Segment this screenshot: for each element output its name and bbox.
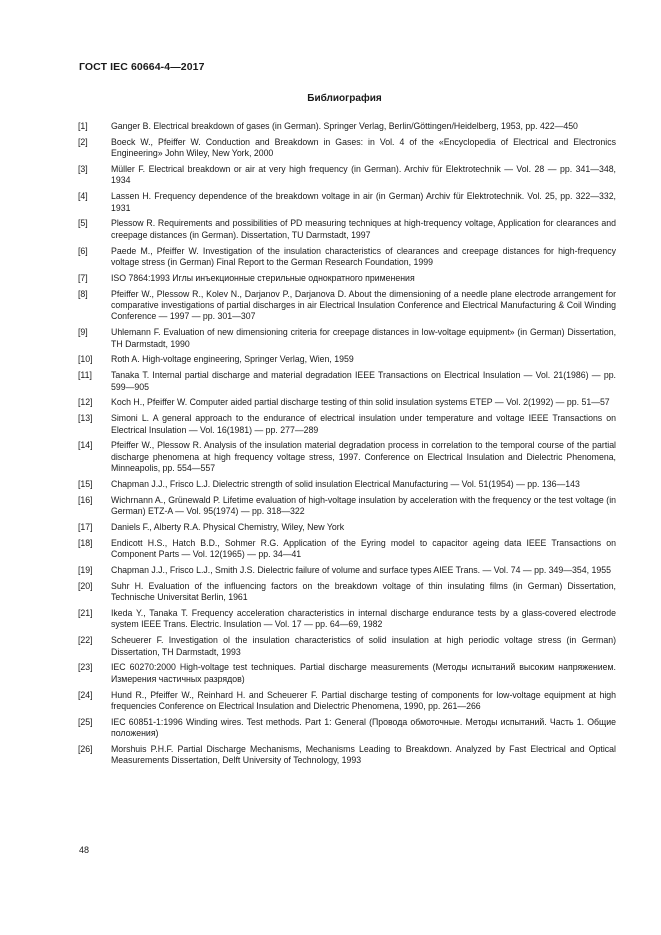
entry-text: Simoni L. A general approach to the endurance of electrical insulation under temperature and voltage IEEE Transactions on Electrical Insulation — Vol. 16(1981) — pp. 277—289 xyxy=(111,413,616,435)
entry-text: IEC 60851-1:1996 Winding wires. Test methods. Part 1: General (Провода обмоточные. Методы испытаний. Часть 1. Общие положения) xyxy=(111,716,616,739)
entry-text: Boeck W., Pfeiffer W. Conduction and Breakdown in Gases: in Vol. 4 of the «Encyclopedia of Electrical and Electronics Engineering» John Wiley, New York, 2000 xyxy=(111,136,616,159)
bibliography-entry xyxy=(78,327,616,350)
bibliography-entry xyxy=(78,218,616,241)
bibliography-entry xyxy=(78,565,616,576)
bibliography-list xyxy=(78,121,616,771)
entry-number: [13] xyxy=(78,413,93,424)
entry-text: Uhlemann F. Evaluation of new dimensioning criteria for creepage distances in low-voltage equipment» (in German) Dissertation, TH Darmstadt, 1990 xyxy=(111,327,616,349)
entry-number: [4] xyxy=(78,191,88,202)
entry-number: [18] xyxy=(78,537,93,548)
entry-text: Pfeiffer W., Plessow R. Analysis of the insulation material degradation process in correlation to the temporal course of the partial discharge phenomena at high frequency voltage stress, 1997. Conference on Electrical Insulation and Dielectric Phenomena, Minneapolis, pp. 554—557 xyxy=(111,440,616,474)
bibliography-entry xyxy=(78,538,616,561)
entry-number: [5] xyxy=(78,218,88,229)
bibliography-entry xyxy=(78,191,616,214)
section-title-text: Библиография xyxy=(307,93,382,104)
entry-number: [9] xyxy=(78,327,88,338)
entry-text: Lassen H. Frequency dependence of the breakdown voltage in air (in German) Archiv für Elektrotechnik. Vol. 25, pp. 322—332, 1931 xyxy=(111,191,616,213)
entry-text: Morshuis P.H.F. Partial Discharge Mechanisms, Mechanisms Leading to Breakdown. Analyzed by Fast Electrical and Optical Measurements Dissertation, Delft University of Technology, 1993 xyxy=(111,744,616,766)
entry-text: Chapman J.J., Frisco L.J., Smith J.S. Dielectric failure of volume and surface types AIEE Trans. — Vol. 74 — pp. 349—354, 1955 xyxy=(111,565,611,576)
bibliography-entry xyxy=(78,744,616,767)
entry-number: [21] xyxy=(78,608,93,619)
entry-number: [10] xyxy=(78,354,93,365)
entry-text: Tanaka T. Internal partial discharge and material degradation IEEE Transactions on Electrical Insulation — Vol. 21(1986) — pp. 599—905 xyxy=(111,370,616,392)
entry-number: [15] xyxy=(78,479,93,490)
entry-number: [23] xyxy=(78,662,93,673)
bibliography-entry xyxy=(78,354,616,365)
bibliography-entry xyxy=(78,690,616,713)
bibliography-entry xyxy=(78,413,616,436)
entry-number: [7] xyxy=(78,272,88,283)
entry-number: [6] xyxy=(78,245,88,256)
bibliography-entry xyxy=(78,479,616,490)
entry-text: Ganger B. Electrical breakdown of gases (in German). Springer Verlag, Berlin/Göttingen/Heidelberg, 1953, pp. 422—450 xyxy=(111,121,578,131)
bibliography-entry xyxy=(78,164,616,187)
entry-number: [16] xyxy=(78,494,93,505)
entry-text: Scheuerer F. Investigation ol the insulation characteristics of solid insulation at high periodic voltage stress (in German) Dissertation, TH Darmstadt, 1993 xyxy=(111,635,616,657)
entry-number: [25] xyxy=(78,716,93,727)
bibliography-entry xyxy=(78,121,616,132)
bibliography-entry xyxy=(78,522,616,533)
bibliography-entry xyxy=(78,137,616,160)
bibliography-entry xyxy=(78,289,616,323)
entry-text: Endicott H.S., Hatch B.D., Sohmer R.G. Application of the Eyring model to capacitor ageing data IEEE Transactions on Component Parts — Vol. 12(1965) — pp. 34—41 xyxy=(111,537,616,560)
section-title xyxy=(0,93,661,104)
entry-number: [3] xyxy=(78,164,88,174)
entry-text: Paede M., Pfeiffer W. Investigation of the insulation characteristics of clearances and creepage distances for high-frequency voltage stress (in German) Final Report to the German Research Foundation, 1999 xyxy=(111,245,616,268)
entry-number: [19] xyxy=(78,565,93,576)
bibliography-entry xyxy=(78,608,616,631)
bibliography-entry xyxy=(78,717,616,740)
entry-number: [22] xyxy=(78,635,93,646)
entry-number: [11] xyxy=(78,370,92,381)
bibliography-entry xyxy=(78,635,616,658)
bibliography-entry xyxy=(78,581,616,604)
bibliography-entry xyxy=(78,397,616,408)
entry-number: [12] xyxy=(78,397,93,408)
entry-number: [17] xyxy=(78,522,93,533)
entry-text: Suhr H. Evaluation of the influencing factors on the breakdown voltage of thin insulating films (in German) Dissertation, Technische Universitat Berlin, 1961 xyxy=(111,580,616,603)
entry-text: Müller F. Electrical breakdown or air at very high frequency (in German). Archiv für Elektrotechnik — Vol. 28 — pp. 341—348, 1934 xyxy=(111,164,616,186)
entry-number: [2] xyxy=(78,136,88,147)
entry-text: Pfeiffer W., Plessow R., Kolev N., Darjanov P., Darjanova D. About the dimensioning of a needle plane electrode arrangement for comparative investigations of partial discharges in air Electrical Insulation Conference and Electrical Manufacturing & Coil Winding Conference — 1997 — pp. 301—307 xyxy=(111,288,616,322)
bibliography-entry xyxy=(78,440,616,474)
entry-text: Roth A. High-voltage engineering, Springer Verlag, Wien, 1959 xyxy=(111,354,354,365)
bibliography-entry xyxy=(78,370,616,393)
entry-number: [14] xyxy=(78,440,93,451)
bibliography-entry xyxy=(78,273,616,284)
entry-text: IEC 60270:2000 High-voltage test techniques. Partial discharge measurements (Методы испытаний высоким напряжением. Измерения частичных разрядов) xyxy=(111,662,616,684)
entry-text: Chapman J.J., Frisco L.J. Dielectric strength of solid insulation Electrical Manufacturing — Vol. 51(1954) — pp. 136—143 xyxy=(111,479,580,490)
entry-text: Koch H., Pfeiffer W. Computer aided partial discharge testing of thin solid insulation systems ETEP — Vol. 2(1992) — pp. 51—57 xyxy=(111,397,610,408)
entry-number: [8] xyxy=(78,288,88,299)
bibliography-entry xyxy=(78,246,616,269)
entry-number: [1] xyxy=(78,121,88,131)
entry-text: Daniels F., Alberty R.A. Physical Chemistry, Wiley, New York xyxy=(111,522,345,533)
entry-text: Ikeda Y., Tanaka T. Frequency acceleration characteristics in internal discharge endurance tests by a glass-covered electrode system IEEE Trans. Electric. Insulation — Vol. 17 — pp. 64—69, 1982 xyxy=(111,608,616,630)
entry-number: [20] xyxy=(78,580,93,591)
entry-number: [24] xyxy=(78,689,93,700)
entry-text: ISO 7864:1993 Иглы инъекционные стерильные однократного применения xyxy=(111,272,415,283)
bibliography-entry xyxy=(78,495,616,518)
document-header: ГОСТ IEC 60664-4—2017 xyxy=(79,61,205,73)
entry-text: Hund R., Pfeiffer W., Reinhard H. and Scheuerer F. Partial discharge testing of components for low-voltage equipment at high frequencies Conference on Electrical Insulation and Dielectric Phenomena, 1990, pp. 261—266 xyxy=(111,689,616,712)
page-number: 48 xyxy=(79,845,90,855)
bibliography-entry xyxy=(78,662,616,685)
entry-text: Wichrnann A., Grünewald P. Lifetime evaluation of high-voltage insulation by acceleration with the frequency or the test voltage (in German) ETZ-A — Vol. 95(1974) — pp. 318—322 xyxy=(111,494,616,517)
entry-number: [26] xyxy=(78,744,93,755)
entry-text: Plessow R. Requirements and possibilities of PD measuring techniques at high-trequency voltage, Application for clearances and creepage distances (in German). Dissertation, TU Darmstadt, 1997 xyxy=(111,218,616,240)
